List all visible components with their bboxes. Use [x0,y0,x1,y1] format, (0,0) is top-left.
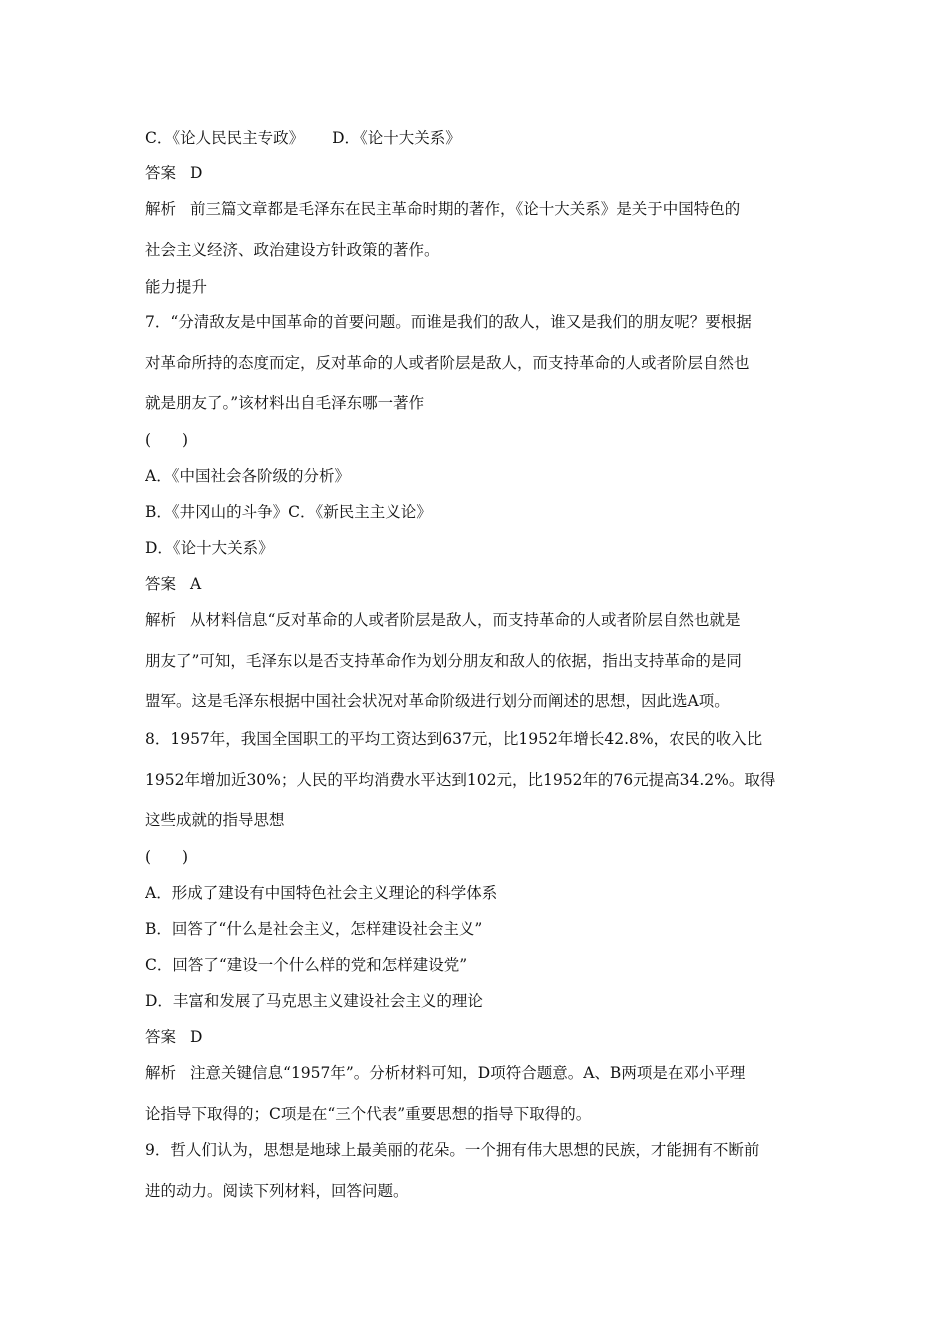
q8-analysis-line-2: 论指导下取得的；C项是在“三个代表”重要思想的指导下取得的。 [145,1105,592,1123]
q6-analysis-line-1 [145,199,813,219]
q6-option-c: C．《论人民民主专政》 [145,129,305,147]
q8-stem-line-3: 这些成就的指导思想 [145,811,285,829]
section-heading: 能力提升 [145,278,208,296]
analysis-text: 从材料信息“反对革命的人或者阶层是敌人，而支持革命的人或者阶层自然也就是 [190,611,741,629]
q8-blank: ( ) [145,848,189,866]
q8-analysis-line-1 [145,1063,813,1083]
q7-analysis-line-1 [145,610,813,630]
q8-stem-line-2: 1952年增加近30%；人民的平均消费水平达到102元，比1952年的76元提高34.2%。取得 [145,771,776,789]
q8-stem-line-1: 8．1957年，我国全国职工的平均工资达到637元，比1952年增长42.8%，农民的收入比 [145,730,763,748]
q7-analysis-line-3: 盟军。这是毛泽东根据中国社会状况对革命阶级进行划分而阐述的思想，因此选A项。 [145,692,730,710]
q6-option-d: D．《论十大关系》 [332,129,461,147]
q7-stem-line-1: 7．“分清敌友是中国革命的首要问题。而谁是我们的敌人，谁又是我们的朋友呢？要根据 [145,313,752,331]
q8-option-b: B．回答了“什么是社会主义，怎样建设社会主义” [145,920,483,938]
q8-answer [145,1027,813,1047]
q9-stem-line-1: 9．哲人们认为，思想是地球上最美丽的花朵。一个拥有伟大思想的民族，才能拥有不断前 [145,1141,760,1159]
q6-analysis-line-2: 社会主义经济、政治建设方针政策的著作。 [145,241,440,259]
answer-value: D [190,164,203,182]
answer-label: 答案 [145,1028,177,1046]
q6-answer [145,163,813,183]
q7-stem-line-2: 对革命所持的态度而定，反对革命的人或者阶层是敌人，而支持革命的人或者阶层自然也 [145,354,750,372]
answer-value: D [190,1028,203,1046]
q9-stem-line-2: 进的动力。阅读下列材料，回答问题。 [145,1182,409,1200]
q7-stem-line-3: 就是朋友了。”该材料出自毛泽东哪一著作 [145,394,425,412]
q8-option-a: A．形成了建设有中国特色社会主义理论的科学体系 [145,884,498,902]
answer-label: 答案 [145,164,177,182]
q7-answer [145,574,813,594]
q8-option-d: D．丰富和发展了马克思主义建设社会主义的理论 [145,992,483,1010]
q7-option-d: D．《论十大关系》 [145,539,274,557]
answer-value: A [190,575,202,593]
answer-label: 答案 [145,575,177,593]
analysis-label: 解析 [145,200,177,218]
q6-options-cd [145,128,813,148]
analysis-text: 注意关键信息“1957年”。分析材料可知，D项符合题意。A、B两项是在邓小平理 [190,1064,746,1082]
q7-option-a: A．《中国社会各阶级的分析》 [145,467,350,485]
q8-option-c: C．回答了“建设一个什么样的党和怎样建设党” [145,956,468,974]
analysis-label: 解析 [145,1064,177,1082]
q7-option-bc: B．《井冈山的斗争》C．《新民主主义论》 [145,503,432,521]
q7-blank: ( ) [145,431,189,449]
analysis-label: 解析 [145,611,177,629]
analysis-text: 前三篇文章都是毛泽东在民主革命时期的著作，《论十大关系》是关于中国特色的 [190,200,741,218]
q7-analysis-line-2: 朋友了”可知，毛泽东以是否支持革命作为划分朋友和敌人的依据，指出支持革命的是同 [145,652,742,670]
